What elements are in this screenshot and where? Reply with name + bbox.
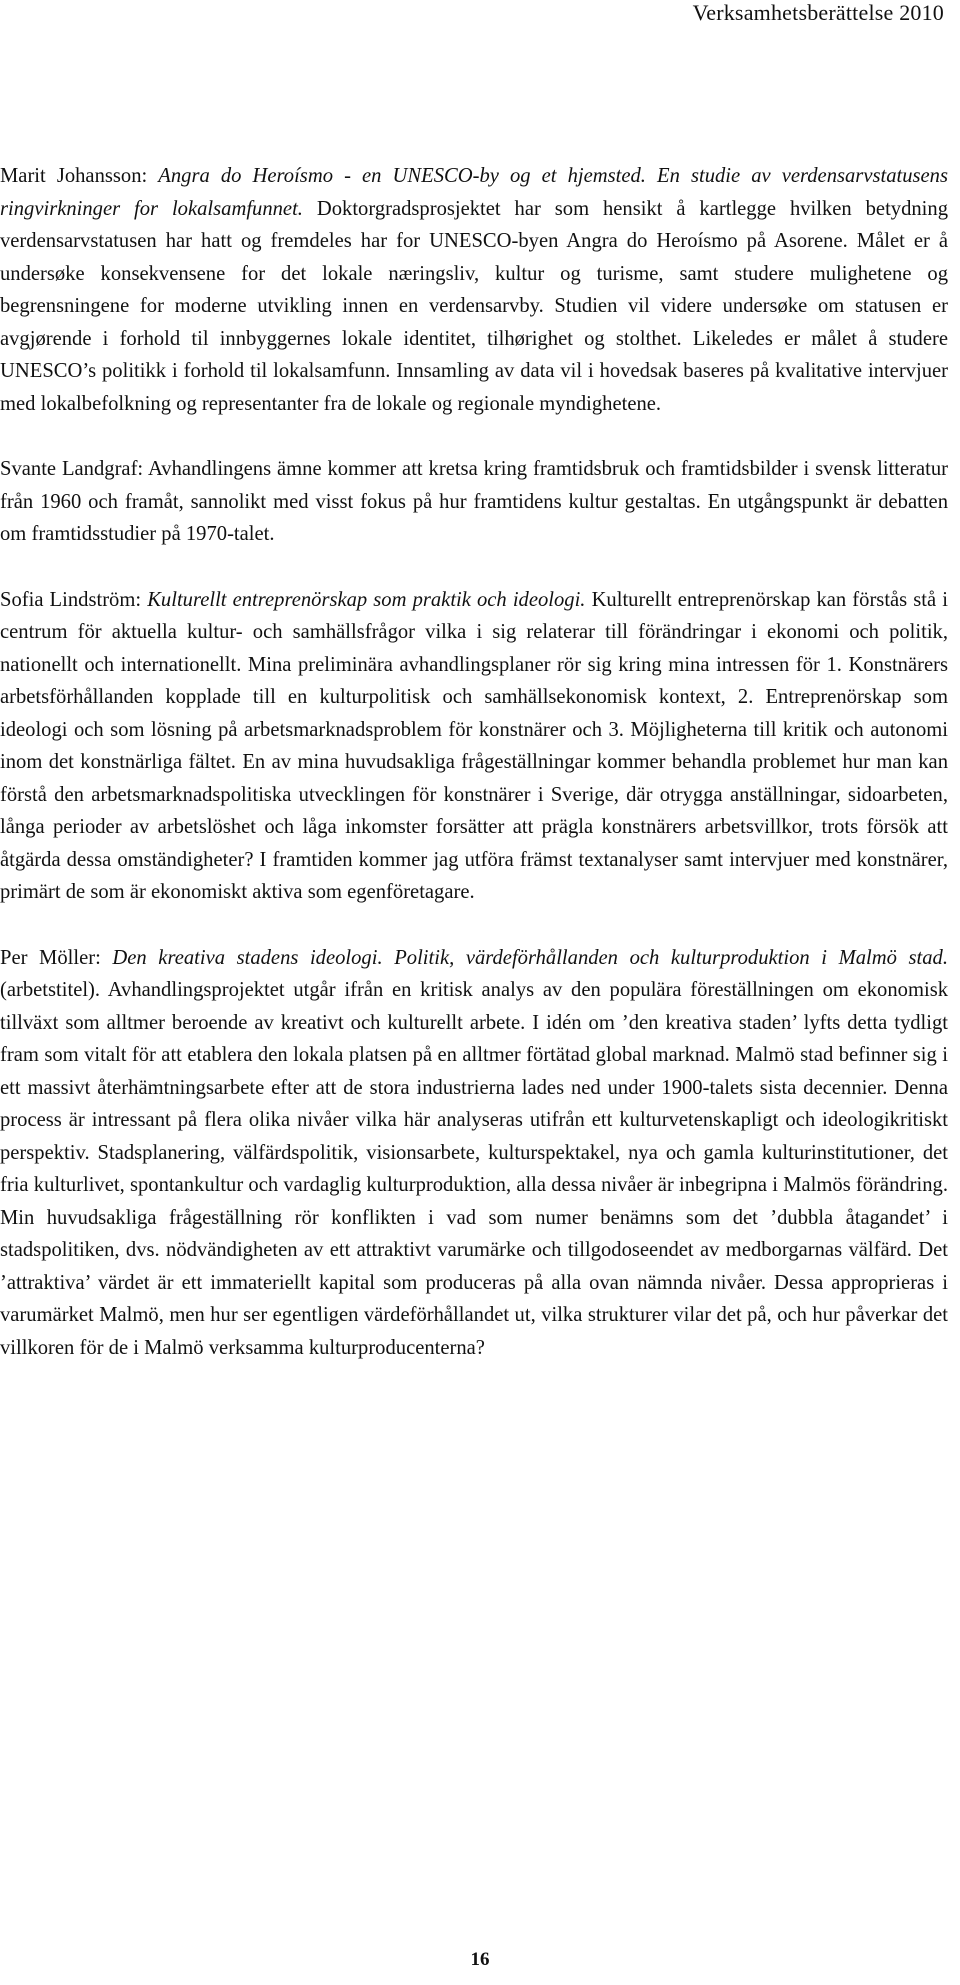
running-header: Verksamhetsberättelse 2010	[692, 0, 944, 25]
paragraph-johansson	[0, 160, 948, 420]
paragraph-text: Avhandlingens ämne kommer att kretsa kring framtidsbruk och framtidsbilder i svensk litteratur från 1960 och framåt, sannolikt med visst fokus på hur framtidens kultur gestaltas. En utgångspunkt är debatten om framtidsstudier på 1970-talet.	[0, 458, 949, 545]
paragraph-text: Kulturellt entreprenörskap kan förstås stå i centrum för aktuella kultur- och samhällsfrågor vilka i sig relaterar till förändringar i ekonomi och politik, nationellt och internationellt. Mina preliminära avhandlingsplaner rör sig kring mina intressen för 1. Konstnärers arbetsförhållanden kopplade till en kulturpolitisk och samhällsekonomisk kontext, 2. Entreprenörskap som ideologi och som lösning på arbetsmarknadsproblem för konstnärer och 3. Möjligheterna till kritik och autonomi inom det konstnärliga fältet. En av mina huvudsakliga frågeställningar kommer behandla problemet hur man kan förstå den arbetsmarknadspolitiska utvecklingen för konstnärer i Sverige, där otrygga anställningar, sidoarbeten, långa perioder av arbetslöshet och låga inkomster forsätter att prägla konstnärers arbetsvillkor, trots försök att åtgärda dessa omständigheter? I framtiden kommer jag utföra främst textanalyser samt intervjuer med konstnärer, primärt de som är ekonomiskt aktiva som egenföretagare.	[0, 588, 948, 903]
paragraph-text: Avhandlingsprojektet utgår ifrån en kritisk analys av den populära föreställningen om ekonomisk tillväxt som alltmer beroende av kreativt och kulturellt arbete. I idén om ’den kreativa staden’ lyfts detta tydligt fram som vitalt för att etablera den lokala platsen på en alltmer förtätad global marknad. Malmö stad befinner sig i ett massivt återhämtningsarbete efter att de stora industrierna lades ned under 1900-talets sista decennier. Denna process är intressant på flera olika nivåer vilka här analyseras utifrån ett kulturvetenskapligt och ideologikritiskt perspektiv. Stadsplanering, välfärdspolitik, visionsarbete, kulturspektakel, nya och gamla kulturinstitutioner, det fria kulturlivet, spontankultur och vardaglig kulturproduktion, alla dessa nivåer är inbegripna i Malmös förändring. Min huvudsakliga frågeställning rör konflikten i vad som numer benämns som det ’dubbla åtagandet’ i stadspolitiken, dvs. nödvändigheten av ett attraktivt varumärke och tillgodoseendet av medborgarnas välfärd. Det ’attraktiva’ värdet är ett immateriellt kapital som produceras på alla ovan nämnda nivåer. Dessa approprieras i varumärket Malmö, men hur ser egentligen värdeförhållandet ut, vilka strukturer vilar det på, och hur påverkar det villkoren för de i Malmö verksamma kulturproducenterna?	[0, 979, 949, 1359]
page-number: 16	[470, 1949, 490, 1970]
author-name: Svante Landgraf:	[0, 458, 144, 480]
title-note: (arbetstitel).	[0, 979, 101, 1001]
paragraph-landgraf	[0, 453, 948, 551]
document-body	[0, 160, 948, 1364]
paragraph-text: Doktorgradsprosjektet har som hensikt å kartlegge hvilken betydning verdensarvstatusen har hatt og fremdeles har for UNESCO-byen Angra do Heroísmo på Asorene. Målet er å undersøke konsekvensene for det lokale næringsliv, kultur og turisme, samt studere mulighetene og begrensningene for moderne utvikling innen en verdensarvby. Studien vil videre undersøke om statusen er avgjørende i forhold til innbyggernes lokale identitet, tilhørighet og stolthet. Likeledes er målet å studere UNESCO’s politikk i forhold til lokalsamfunn. Innsamling av data vil i hovedsak baseres på kvalitative intervjuer med lokalbefolkning og representanter fra de lokale og regionale myndighetene.	[0, 197, 948, 415]
author-name: Sofia Lindström:	[0, 588, 142, 611]
author-name: Marit Johansson:	[0, 165, 148, 187]
paragraph-lindstrom	[0, 584, 948, 909]
dissertation-title: Kulturellt entreprenörskap som praktik och ideologi.	[147, 588, 586, 611]
paragraph-moller	[0, 942, 948, 1365]
dissertation-title: Den kreativa stadens ideologi. Politik, värdeförhållanden och kulturproduktion i Malmö stad.	[112, 946, 948, 969]
author-name: Per Möller:	[0, 946, 101, 969]
dissertation-title: Angra do Heroísmo - en UNESCO-by og et hjemsted. En studie av verdensarvstatusens ringvirkninger for lokalsamfunnet.	[0, 165, 948, 220]
